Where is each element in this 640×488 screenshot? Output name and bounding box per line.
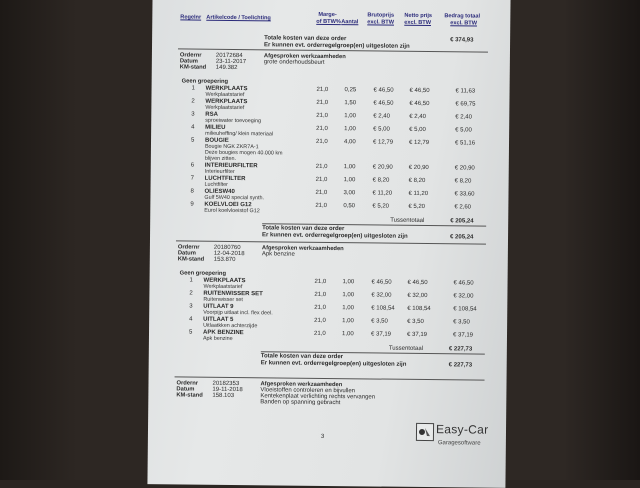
line-aantal: 1,00 <box>343 164 356 171</box>
werk-item: Vloeistoffen controleren en bijvullen <box>260 387 356 395</box>
line-netto: € 46,50 <box>409 87 430 95</box>
line-note: blijven zitten. <box>204 155 237 163</box>
line-desc: Eurol koelvloeistof G12 <box>204 207 260 215</box>
line-aantal: 1,00 <box>343 177 356 184</box>
line-netto: € 46,50 <box>409 100 430 108</box>
datum-value: 12-04-2018 <box>213 250 245 258</box>
line-netto: € 11,20 <box>408 190 429 198</box>
line-aantal: 1,00 <box>342 318 354 325</box>
line-btw: 21,0 <box>316 99 329 106</box>
ordernr-value: 20180760 <box>213 244 241 252</box>
werk-item: Apk benzine <box>261 251 295 258</box>
line-desc: Werkplaatstarief <box>205 91 245 99</box>
col-aantal: Aantal <box>341 19 359 26</box>
line-code: UITLAAT 9 <box>203 303 234 311</box>
line-bruto: € 12,79 <box>372 139 394 146</box>
kmstand-label: KM-stand <box>179 64 207 71</box>
col-nettoprijs: Netto prijs <box>404 12 433 20</box>
datum-value: 19-11-2018 <box>212 386 243 394</box>
line-code: WERKPLAATS <box>205 85 248 93</box>
col-brutoprijs: Brutoprijs <box>367 12 395 19</box>
line-bruto: € 108,54 <box>371 305 395 312</box>
line-desc: Voorpijp uitlaat incl. flex deel. <box>203 309 273 317</box>
line-desc: sproeiwater toevoeging <box>205 117 262 125</box>
line-aantal: 3,00 <box>343 190 356 197</box>
line-btw: 21,0 <box>315 163 328 170</box>
line-totaal: € 3,50 <box>453 319 470 326</box>
werk-item: Kentekenplaat verlichting rechts vervangen <box>260 393 376 401</box>
line-btw: 21,0 <box>314 304 327 311</box>
line-bruto: € 20,90 <box>372 164 393 171</box>
kmstand-label: KM-stand <box>176 392 203 399</box>
line-netto: € 20,90 <box>408 164 429 172</box>
line-aantal: 1,00 <box>341 331 354 338</box>
line-netto: € 32,00 <box>407 292 428 300</box>
tussentotaal-label: Tussentotaal <box>388 345 424 352</box>
datum-label: Datum <box>176 386 195 393</box>
line-desc: Uitlaatkken achterzijde <box>203 322 258 330</box>
kmstand-value: 158.103 <box>212 392 235 400</box>
line-netto: € 8,20 <box>408 177 426 185</box>
order-total-label: Totale kosten van deze order <box>260 353 344 361</box>
line-aantal: 1,00 <box>344 126 356 133</box>
line-bruto: € 32,00 <box>371 292 392 299</box>
line-bruto: € 37,19 <box>370 331 392 338</box>
line-bruto: € 5,20 <box>372 203 390 210</box>
line-nr: 7 <box>190 175 195 182</box>
datum-value: 23-11-2017 <box>215 58 247 66</box>
line-btw: 21,0 <box>314 317 326 324</box>
datum-label: Datum <box>179 58 198 65</box>
line-code: MILIEU <box>205 124 226 131</box>
line-nr: 5 <box>188 329 193 336</box>
line-desc: Luchtfilter <box>204 181 228 188</box>
line-code: BOUGIE <box>205 137 229 144</box>
invoice-page <box>147 0 510 488</box>
kmstand-value: 153.870 <box>213 256 236 264</box>
line-code: LUCHTFILTER <box>204 175 246 183</box>
line-btw: 21,0 <box>315 176 328 183</box>
col-brutoprijs-excl: excl. BTW <box>367 19 395 26</box>
top-total-note: Er kunnen evt. orderregelgroep(en) uitgesloten zijn <box>264 42 410 50</box>
line-aantal: 0,50 <box>343 203 356 210</box>
line-aantal: 1,00 <box>342 279 355 286</box>
line-code: WERKPLAATS <box>203 277 246 285</box>
line-aantal: 1,00 <box>342 305 355 312</box>
tussentotaal-value: € 227,73 <box>448 346 473 353</box>
line-desc: Ruitenwisser set <box>203 296 243 304</box>
col-regelnr: Regelnr <box>180 14 202 21</box>
line-totaal: € 33,60 <box>454 191 475 198</box>
line-desc: Bougie NGK ZKR7A-1 <box>204 143 259 151</box>
line-note: Deze bougies mogen 40.000 km <box>204 149 283 157</box>
datum-label: Datum <box>177 250 196 257</box>
line-totaal: € 37,19 <box>452 332 474 339</box>
line-nr: 3 <box>189 303 193 310</box>
order-total-value: € 227,73 <box>448 362 473 369</box>
line-nr: 1 <box>191 85 195 92</box>
line-desc: Apk benzine <box>202 335 233 342</box>
ordernr-label: Ordernr <box>177 244 200 251</box>
line-nr: 1 <box>189 277 193 284</box>
line-bruto: € 5,00 <box>373 126 390 133</box>
ordernr-label: Ordernr <box>179 52 202 59</box>
line-bruto: € 46,50 <box>373 100 394 107</box>
page-number: 3 <box>320 433 325 440</box>
line-totaal: € 2,40 <box>455 114 473 121</box>
line-totaal: € 46,50 <box>453 280 474 287</box>
kmstand-label: KM-stand <box>177 256 205 263</box>
line-bruto: € 46,50 <box>373 87 394 94</box>
kmstand-value: 149.382 <box>215 64 238 72</box>
line-code: RUITENWISSER SET <box>203 290 263 298</box>
werk-label: Afgesproken werkzaamheden <box>263 53 346 61</box>
line-nr: 6 <box>190 162 195 169</box>
line-totaal: € 69,75 <box>455 101 476 108</box>
line-totaal: € 32,00 <box>453 293 474 300</box>
line-btw: 21,0 <box>316 86 329 93</box>
line-code: INTERIEURFILTER <box>204 162 258 170</box>
line-nr: 2 <box>191 98 195 105</box>
ordernr-value: 20182353 <box>212 380 240 388</box>
line-bruto: € 2,40 <box>373 113 391 120</box>
line-bruto: € 46,50 <box>371 279 392 286</box>
line-btw: 21,0 <box>313 330 326 337</box>
line-aantal: 0,25 <box>344 87 357 94</box>
line-desc: Werkplaatstarief <box>203 283 243 291</box>
line-code: OLIESW40 <box>204 188 235 196</box>
line-code: UITLAAT 5 <box>203 316 234 324</box>
line-btw: 21,0 <box>316 112 329 119</box>
line-code: APK BENZINE <box>202 329 244 337</box>
line-bruto: € 3,50 <box>371 318 388 325</box>
line-nr: 9 <box>190 201 194 208</box>
line-nr: 8 <box>190 188 194 195</box>
top-total-label: Totale kosten van deze order <box>264 35 347 43</box>
line-aantal: 4,00 <box>343 139 356 146</box>
col-artikelcode: Artikelcode / Toelichting <box>206 14 271 22</box>
line-totaal: € 2,60 <box>454 204 472 211</box>
line-netto: € 3,50 <box>407 318 424 325</box>
col-nettoprijs-excl: excl. BTW <box>404 19 432 27</box>
line-btw: 21,0 <box>314 278 327 285</box>
line-totaal: € 108,54 <box>453 306 477 313</box>
line-btw: 21,0 <box>315 189 328 196</box>
line-btw: 21,0 <box>315 138 328 145</box>
line-nr: 3 <box>191 111 195 118</box>
line-code: WERKPLAATS <box>205 98 248 106</box>
line-bruto: € 11,20 <box>372 190 393 197</box>
line-netto: € 2,40 <box>409 113 427 121</box>
line-totaal: € 20,90 <box>454 165 475 172</box>
col-marge: Marge- <box>318 11 337 19</box>
line-desc: milieuheffing/ klein materiaal <box>205 130 274 138</box>
line-nr: 5 <box>191 137 195 144</box>
line-netto: € 12,79 <box>408 139 430 147</box>
line-aantal: 1,00 <box>344 113 357 120</box>
col-btw: of BTW% <box>316 18 341 26</box>
ordernr-label: Ordernr <box>176 380 199 387</box>
tussentotaal-value: € 205,24 <box>450 218 474 225</box>
order-total-note: Er kunnen evt. orderregelgroep(en) uitgesloten zijn <box>262 232 408 240</box>
werk-label: Afgesproken werkzaamheden <box>261 245 344 253</box>
line-code: RSA <box>205 111 219 118</box>
line-desc: Werkplaatstarief <box>205 104 245 112</box>
line-nr: 4 <box>191 124 195 131</box>
line-bruto: € 8,20 <box>372 177 390 184</box>
werk-label: Afgesproken werkzaamheden <box>260 381 343 389</box>
line-netto: € 108,54 <box>407 305 431 313</box>
werk-item: grote onderhoudsbeurt <box>263 59 325 66</box>
brand-subtitle: Garagesoftware <box>437 440 481 447</box>
line-netto: € 5,00 <box>409 126 426 134</box>
order-total-note: Er kunnen evt. orderregelgroep(en) uitgesloten zijn <box>260 360 407 368</box>
ordernr-value: 20172684 <box>215 52 243 60</box>
brand-name: Easy-Car <box>435 422 489 437</box>
werk-item: Banden op spanning gebracht <box>260 399 341 407</box>
line-btw: 21,0 <box>314 291 327 298</box>
line-btw: 21,0 <box>315 202 328 209</box>
line-netto: € 5,20 <box>408 203 426 211</box>
line-aantal: 1,00 <box>342 292 355 299</box>
order-total-label: Totale kosten van deze order <box>262 225 345 233</box>
line-nr: 2 <box>189 290 193 297</box>
group-label: Geen groepering <box>181 78 229 85</box>
line-netto: € 37,19 <box>406 331 428 339</box>
easy-car-logo-icon <box>416 423 434 441</box>
order-total-value: € 205,24 <box>450 234 474 241</box>
line-totaal: € 8,20 <box>454 178 472 185</box>
col-bedrag-excl: excl. BTW <box>450 20 478 27</box>
line-btw: 21,0 <box>316 125 328 132</box>
tussentotaal-label: Tussentotaal <box>390 217 425 224</box>
line-totaal: € 51,16 <box>454 140 476 147</box>
line-totaal: € 5,00 <box>455 127 472 134</box>
group-label: Geen groepering <box>179 270 227 277</box>
col-bedrag: Bedrag totaal <box>444 13 481 20</box>
line-nr: 4 <box>189 316 193 323</box>
line-netto: € 46,50 <box>407 279 428 287</box>
line-totaal: € 11,63 <box>455 88 476 95</box>
line-code: KOELVLOEI G12 <box>204 201 252 209</box>
top-total-value: € 374,93 <box>450 37 474 44</box>
line-desc: Gulf 5W40 special synth. <box>204 194 265 202</box>
line-desc: Interieurfilter <box>204 168 235 176</box>
line-aantal: 1,50 <box>344 100 357 107</box>
